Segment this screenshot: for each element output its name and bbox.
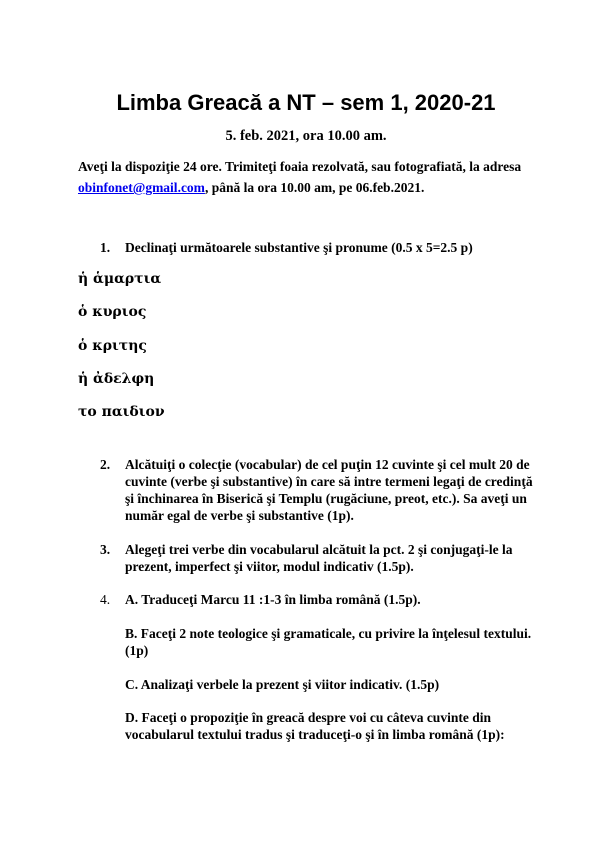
question-3-number: 3.: [100, 542, 111, 557]
greek-word-1: ἡ ἁμαρτια: [78, 271, 162, 287]
intro-text-end: , până la ora 10.00 am, pe 06.feb.2021.: [204, 180, 425, 195]
greek-word-5: το παιδιον: [78, 404, 165, 420]
question-4c-text: C. Analizaţi verbele la prezent şi viitor indicativ. (1.5p): [125, 677, 440, 692]
question-2-text: Alcătuiţi o colecţie (vocabular) de cel puţin 12 cuvinte şi cel mult 20 de cuvinte (verbe şi substantive) în care să intre termeni legaţi de credinţă şi închinarea în Biserică şi Templu (rugăciune, preot, etc.). Sa aveţi un număr egal de verbe şi substantive (1p).: [125, 457, 533, 523]
question-2-number: 2.: [100, 457, 111, 472]
question-4d-text: D. Faceţi o propoziţie în greacă despre voi cu câteva cuvinte din vocabularul textului tradus şi traduceţi-o şi în limba română (1p):: [125, 710, 505, 742]
exam-date: 5. feb. 2021, ora 10.00 am.: [225, 128, 387, 144]
question-4b-text: B. Faceţi 2 note teologice şi gramaticale, cu privire la înţelesul textului. (1p): [125, 626, 532, 658]
question-1-text: Declinaţi următoarele substantive şi pronume (0.5 x 5=2.5 p): [125, 240, 473, 255]
question-4a-text: A. Traduceţi Marcu 11 :1-3 în limba română (1.5p).: [125, 592, 421, 607]
intro-paragraph: [78, 156, 548, 198]
question-4-number: 4.: [100, 592, 111, 607]
greek-word-2: ὁ κυριος: [78, 304, 147, 320]
question-3-text: Alegeţi trei verbe din vocabularul alcătuit la pct. 2 şi conjugaţi-le la prezent, imperfect şi viitor, modul indicativ (1.5p).: [125, 542, 513, 574]
greek-word-3: ὁ κριτης: [78, 338, 147, 354]
email-link[interactable]: obinfonet@gmail.com: [78, 180, 205, 195]
intro-text-start: Aveţi la dispoziţie 24 ore. Trimiteţi foaia rezolvată, sau fotografiată, la adresa: [78, 159, 522, 174]
greek-word-4: ἡ ἀδελφη: [78, 371, 155, 387]
question-1-number: 1.: [100, 240, 111, 255]
page-title: Limba Greacă a NT – sem 1, 2020-21: [116, 90, 496, 115]
